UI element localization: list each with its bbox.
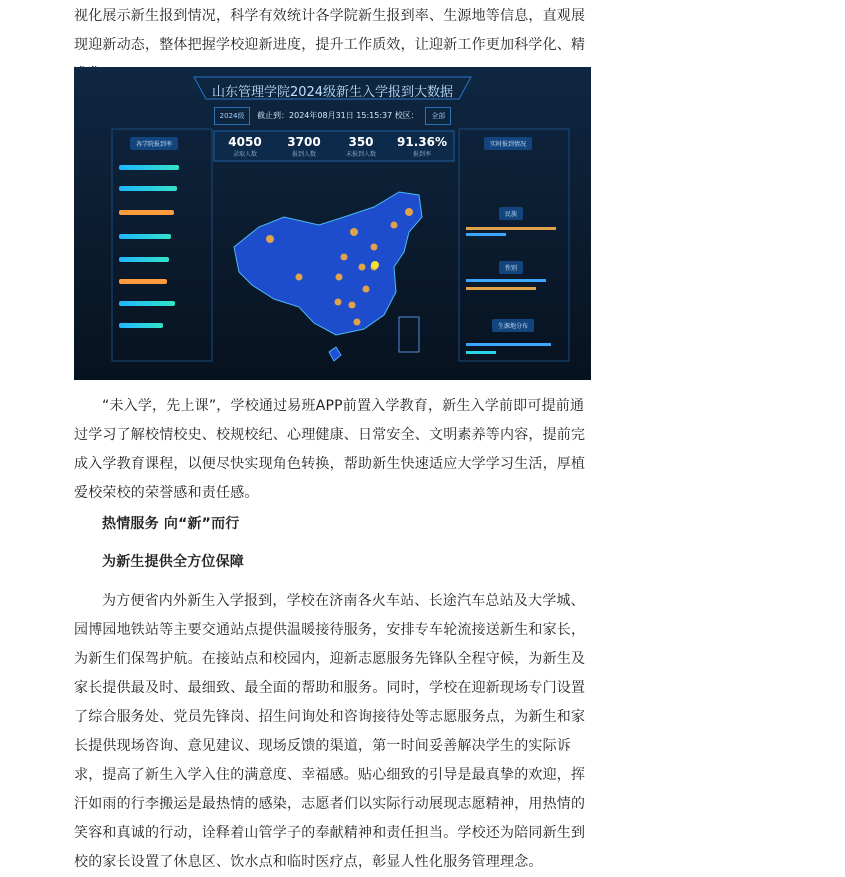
right-chart-title-origin: 生源地分布 bbox=[492, 319, 534, 332]
campus-select[interactable]: 全部 bbox=[425, 107, 451, 125]
dashboard-title: 山东管理学院2024级新生入学报到大数据 bbox=[211, 85, 454, 100]
right-chart-title-gender: 性别 bbox=[499, 261, 523, 274]
pre-enrollment-paragraph bbox=[74, 392, 592, 508]
section-subheading bbox=[74, 548, 592, 577]
deadline-text: 截止到：2024年08月31日 15:15:37 bbox=[257, 111, 393, 120]
left-panel-title: 各学院报到率 bbox=[130, 137, 178, 150]
stat-label: 未报到人数 bbox=[345, 151, 376, 158]
paragraph-text: “未入学，先上课”，学校通过易班APP前置入学教育，新生入学前即可提前通过学习了解校情校史、校规校纪、心理健康、日常安全、文明素养等内容，提前完成入学教育课程，以便尽快实现角色转换，帮助新生快速适应大学学习生活，厚植爱校荣校的荣誉感和责任感。 bbox=[74, 398, 586, 501]
right-panel-title: 实时报到情况 bbox=[484, 137, 532, 150]
dashboard-filter-bar bbox=[194, 107, 471, 123]
heading-text: 热情服务 向“新”而行 bbox=[102, 516, 240, 532]
paragraph-text: 视化展示新生报到情况，科学有效统计各学院新生报到率、生源地等信息，直观展现迎新动态，整体把握学校迎新进度，提升工作质效，让迎新工作更加科学化、精 bbox=[74, 8, 586, 53]
right-chart-title-ethnicity: 民族 bbox=[499, 207, 523, 220]
stat-value: 3700 bbox=[287, 135, 321, 149]
stat-admitted bbox=[220, 135, 270, 158]
stat-not-reported bbox=[336, 135, 386, 158]
stat-report-rate bbox=[392, 135, 452, 158]
stat-label: 录取人数 bbox=[232, 151, 257, 158]
enrollment-dashboard-image bbox=[74, 67, 591, 380]
stat-value: 91.36% bbox=[397, 135, 447, 149]
campus-label: 校区： bbox=[394, 111, 419, 120]
stat-label: 报到人数 bbox=[291, 151, 316, 158]
section-heading bbox=[74, 510, 592, 539]
service-paragraph bbox=[74, 587, 592, 877]
stat-reported bbox=[279, 135, 329, 158]
heading-text: 为新生提供全方位保障 bbox=[102, 554, 244, 570]
stat-value: 350 bbox=[348, 135, 374, 149]
stat-value: 4050 bbox=[228, 135, 262, 149]
paragraph-text: 为方便省内外新生入学报到，学校在济南各火车站、长途汽车总站及大学城、园博园地铁站等主要交通站点提供温暖接待服务，安排专车轮流接送新生和家长，为新生们保驾护航。在接站点和校园内，迎新志愿服务先锋队全程守候，为新生及家长提供最及时、最细致、最全面的帮助和服务。同时，学校在迎新现场专门设置了综合服务处、党员先锋岗、招生问询处和咨询接待处等志愿服务点，为新生和家长提供现场咨询、意见建议、现场反馈的渠道，第一时间妥善解决学生的实际诉求，提高了新生入学入住的满意度、幸福感。贴心细致的引导是最真挚的欢迎，挥汗如雨的行李搬运是最热情的感染，志愿者们以实际行动展现志愿精神，用热情的笑容和真诚的行动，诠释着山管学子的奉献精神和责任担当。学校还为陪同新生到校的家长设置了休息区、饮水点和临时医疗点，彰显人性化服务管理理念。 bbox=[74, 593, 586, 870]
stat-label: 报到率 bbox=[412, 151, 431, 158]
year-select[interactable]: 2024级 bbox=[214, 107, 251, 125]
